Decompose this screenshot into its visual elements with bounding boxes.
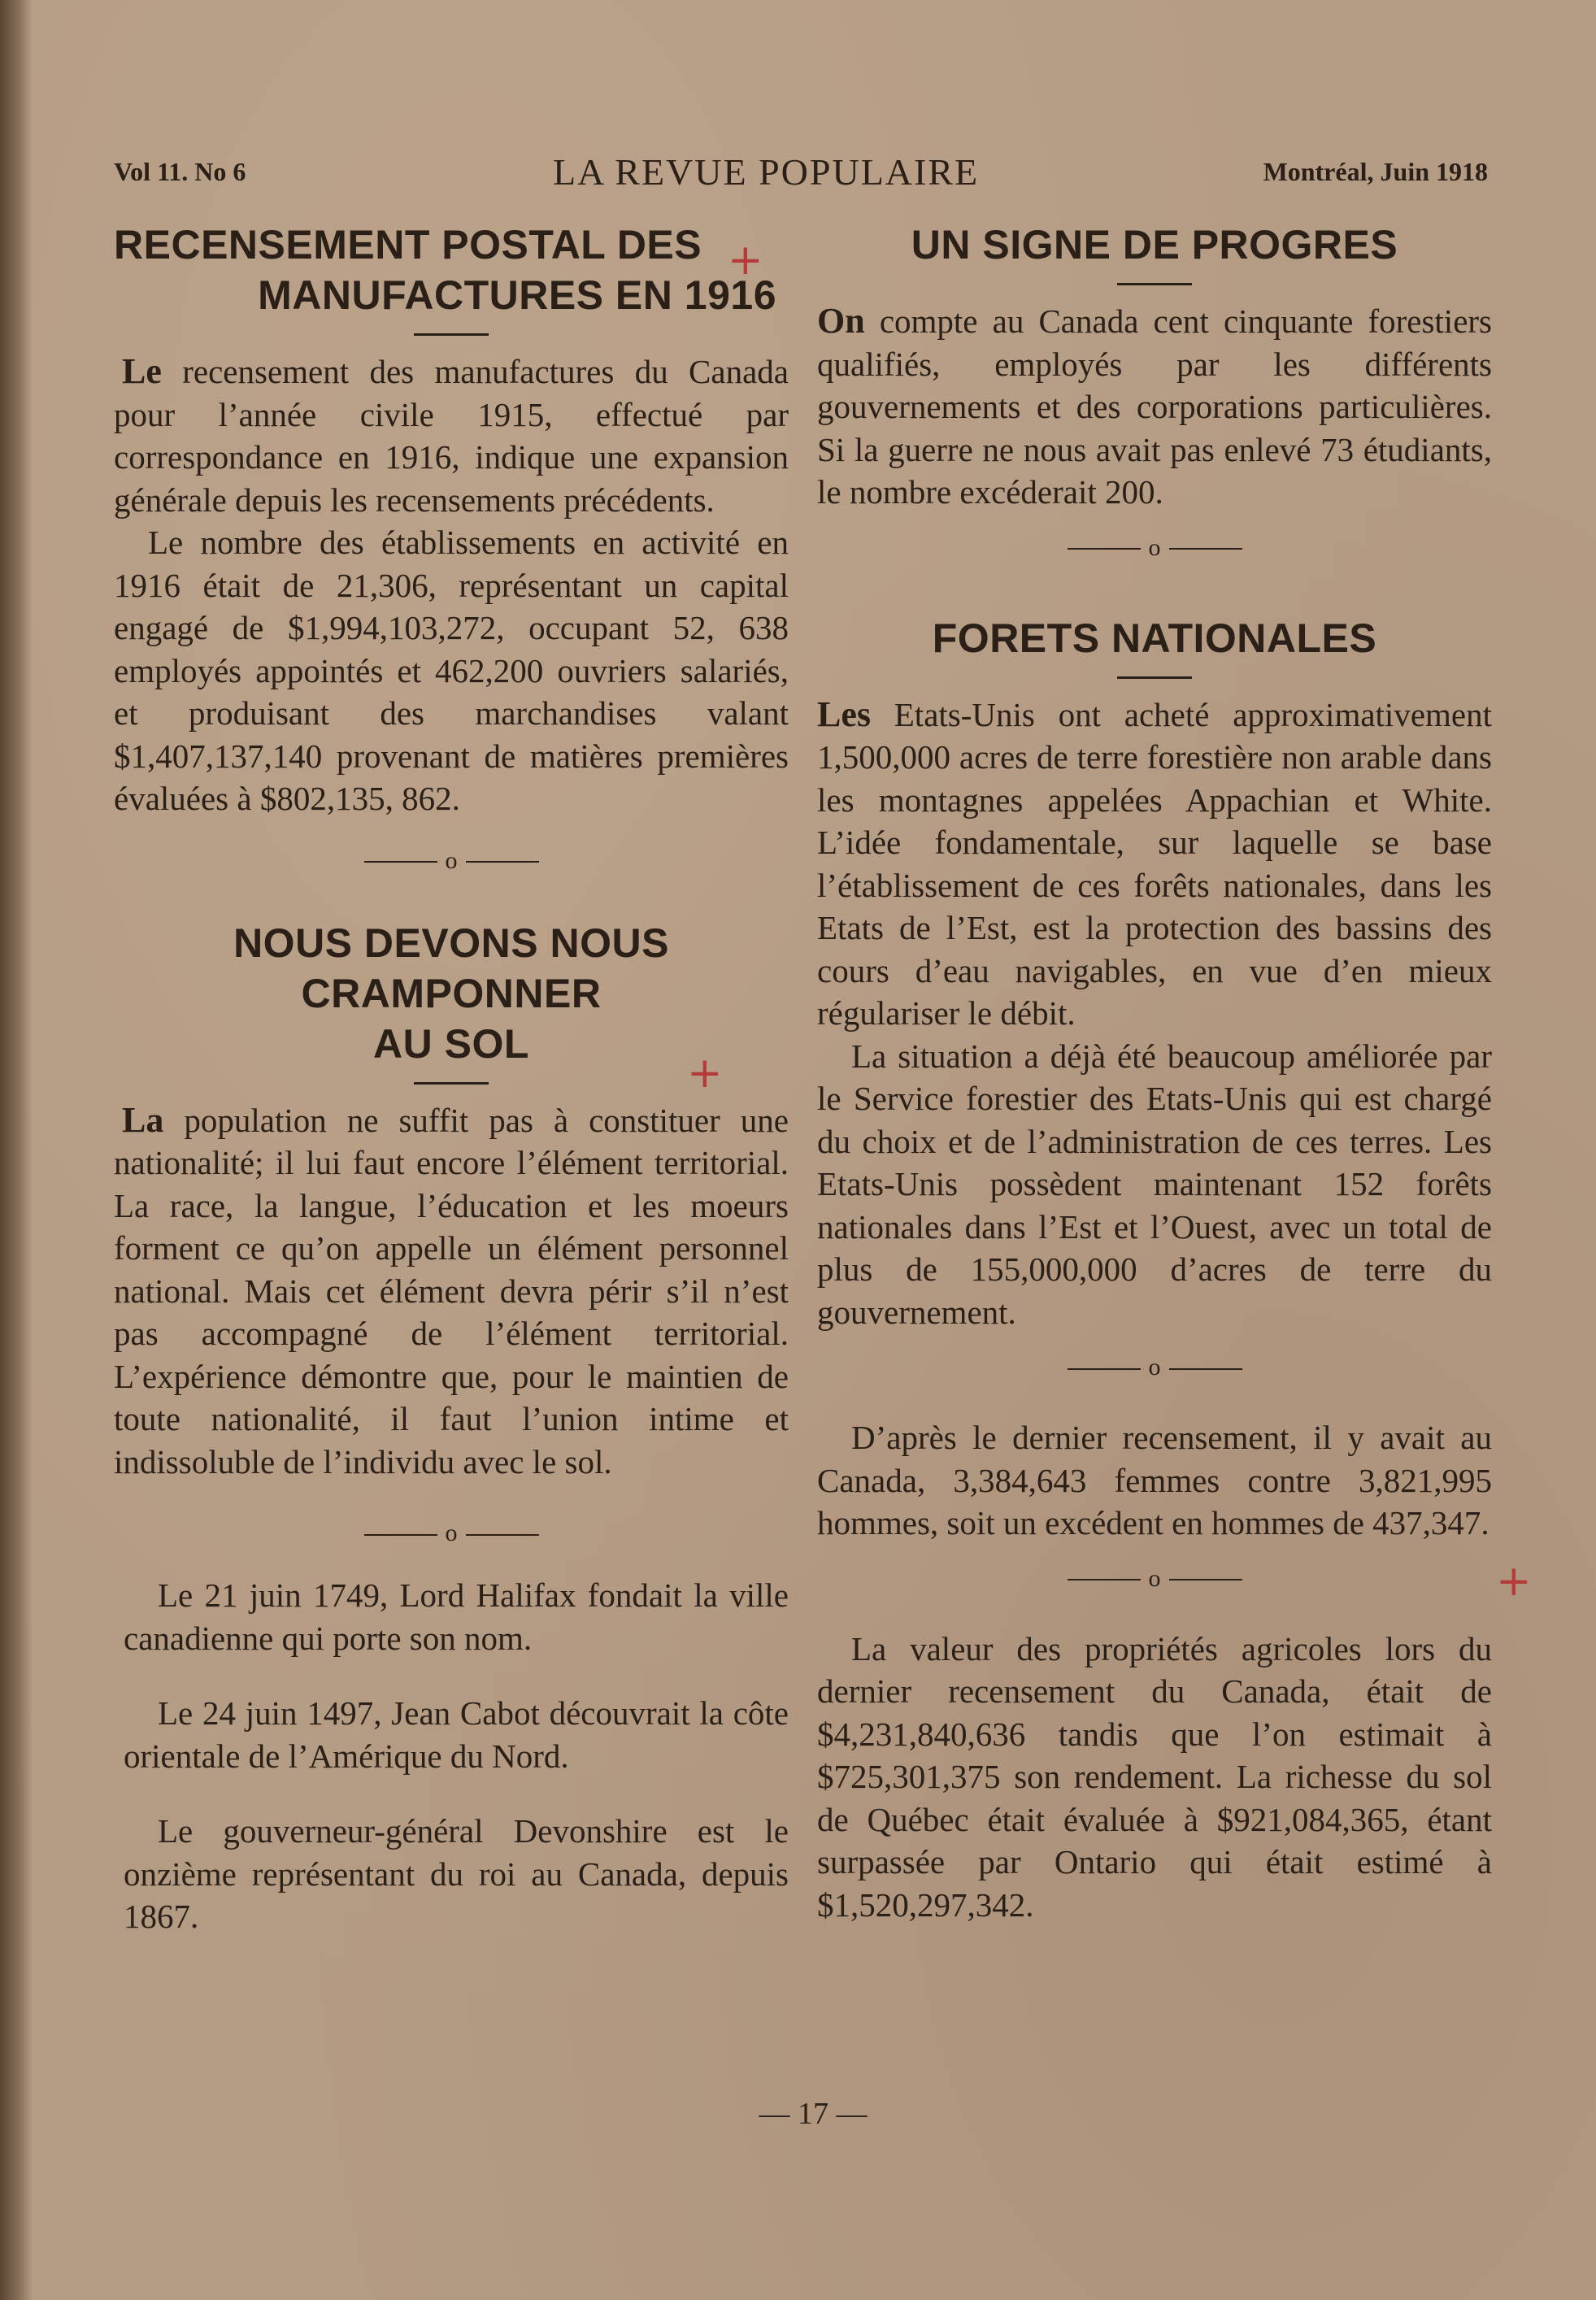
separator-dash bbox=[466, 1534, 539, 1536]
article-paragraph bbox=[817, 300, 1492, 514]
separator-dash bbox=[1169, 1579, 1242, 1580]
article-title bbox=[114, 220, 789, 320]
title-line: NOUS DEVONS NOUS CRAMPONNER bbox=[233, 920, 669, 1016]
right-column bbox=[817, 220, 1492, 1926]
title-rule bbox=[1117, 676, 1192, 679]
separator-mark: o bbox=[1148, 533, 1161, 561]
page-header bbox=[114, 150, 1488, 191]
separator-mark: o bbox=[445, 846, 458, 874]
title-rule bbox=[414, 1082, 489, 1085]
paragraph-text: Etats-Unis ont acheté approximativement 1,500,000 acres de terre forestière non arable dans les montagnes appelées Appachian et White. L’idée fondamentale, sur laquelle se base l’établissement de ces forêts nationales, dans les Etats de l’Est, est la protection des bassins des cours d’eau navigables, en vue d’en mieux régulariser le débit. bbox=[817, 695, 1492, 1032]
drop-cap: On bbox=[817, 301, 865, 341]
census-note: D’après le dernier recensement, il y avait au Canada, 3,384,643 femmes contre 3,821,995 hommes, soit un excédent en hommes de 437,347. bbox=[817, 1419, 1492, 1541]
separator-mark: o bbox=[1148, 1564, 1161, 1592]
issue-date: Montréal, Juin 1918 bbox=[1263, 157, 1488, 186]
separator-dash bbox=[1068, 1368, 1141, 1370]
page-number: — 17 — bbox=[759, 2097, 868, 2131]
article-paragraph bbox=[817, 693, 1492, 1035]
red-cross-mark-icon: + bbox=[728, 236, 763, 285]
article-title: FORETS NATIONALES bbox=[932, 615, 1377, 661]
article-paragraph bbox=[114, 350, 789, 521]
article-title: UN SIGNE DE PROGRES bbox=[911, 222, 1398, 267]
drop-cap: La bbox=[122, 1099, 164, 1140]
drop-cap: Les bbox=[817, 693, 871, 734]
volume-number: Vol 11. No 6 bbox=[114, 157, 246, 186]
article-paragraph: Le nombre des établissements en activité en 1916 était de 21,306, représentant un capital engagé de $1,994,103,272, occupant 52, 638 employés appointés et 462,200 ouvriers salariés, et produisant des marchandises valant $1,407,137,140 provenant de matières premières évaluées à $802,135, 862. bbox=[114, 524, 789, 817]
title-line: RECENSEMENT POSTAL DES bbox=[114, 222, 702, 267]
separator-dash bbox=[364, 1534, 437, 1536]
red-cross-mark-icon: + bbox=[687, 1049, 723, 1098]
article-paragraph bbox=[114, 1099, 789, 1484]
historical-note: Le gouverneur-général Devonshire est le onzième représentant du roi au Canada, depuis 1867. bbox=[124, 1812, 789, 1935]
page-binding-edge bbox=[0, 0, 33, 2300]
farm-value-note: La valeur des propriétés agricoles lors du dernier recensement du Canada, était de $4,231,840,636 tandis que l’on estimait à $725,301,375 son rendement. La richesse du sol de Québec était évaluée à $921,084,365, étant surpassée par Ontario qui était estimé à $1,520,297,342. bbox=[817, 1629, 1492, 1924]
article-paragraph: La situation a déjà été beaucoup améliorée par le Service forestier des Etats-Unis qui est chargé du choix et de l’administration de ces terres. Les Etats-Unis possèdent maintenant 152 forêts nationales dans l’Est et l’Ouest, avec un total de plus de 155,000,000 d’acres de terre du gouvernement. bbox=[817, 1037, 1492, 1331]
red-cross-mark-icon: + bbox=[1496, 1557, 1532, 1606]
drop-cap: Le bbox=[122, 351, 162, 391]
publication-title: LA REVUE POPULAIRE bbox=[553, 151, 980, 193]
separator-dash bbox=[364, 861, 437, 863]
section-separator bbox=[817, 530, 1492, 564]
paragraph-text: population ne suffit pas à constituer une nationalité; il lui faut encore l’élément territorial. La race, la langue, l’éducation et les moeurs forment ce qu’on appelle un élément personnel national. Mais cet élément devra périr s’il n’est pas accompagné de l’élément territorial. L’expérience démontre que, pour le maintien de toute nationalité, il faut l’union intime et indissoluble de l’individu avec le sol. bbox=[114, 1101, 789, 1480]
article-title bbox=[114, 918, 789, 1069]
section-separator bbox=[114, 1515, 789, 1550]
separator-mark: o bbox=[445, 1520, 458, 1546]
separator-dash bbox=[1169, 1368, 1242, 1370]
historical-note: Le 21 juin 1749, Lord Halifax fondait la ville canadienne qui porte son nom. bbox=[124, 1576, 789, 1657]
section-separator bbox=[114, 843, 789, 877]
historical-note: Le 24 juin 1497, Jean Cabot découvrait la côte orientale de l’Amérique du Nord. bbox=[124, 1694, 789, 1775]
separator-mark: o bbox=[1148, 1354, 1161, 1380]
section-separator bbox=[817, 1561, 1492, 1595]
separator-dash bbox=[1169, 548, 1242, 550]
article-signe-de-progres bbox=[817, 220, 1492, 514]
title-line: MANUFACTURES EN 1916 bbox=[258, 272, 776, 318]
title-line: AU SOL bbox=[373, 1020, 529, 1067]
article-recensement-postal bbox=[114, 220, 789, 820]
paragraph-text: compte au Canada cent cinquante forestiers qualifiés, employés par les différents gouvernements et des corporations particulières. Si la guerre ne nous avait pas enlevé 73 étudiants, le nombre excéderait 200. bbox=[817, 302, 1492, 511]
separator-dash bbox=[466, 861, 539, 863]
article-forets-nationales bbox=[817, 613, 1492, 1334]
article-cramponner bbox=[114, 918, 789, 1484]
title-rule bbox=[414, 333, 489, 336]
separator-dash bbox=[1068, 548, 1141, 550]
paragraph-text: recensement des manufactures du Canada pour l’année civile 1915, effectué par correspondance en 1916, indique une expansion générale depuis les recensements précédents. bbox=[114, 353, 789, 519]
title-rule bbox=[1117, 283, 1192, 285]
separator-dash bbox=[1068, 1579, 1141, 1580]
section-separator bbox=[817, 1350, 1492, 1384]
